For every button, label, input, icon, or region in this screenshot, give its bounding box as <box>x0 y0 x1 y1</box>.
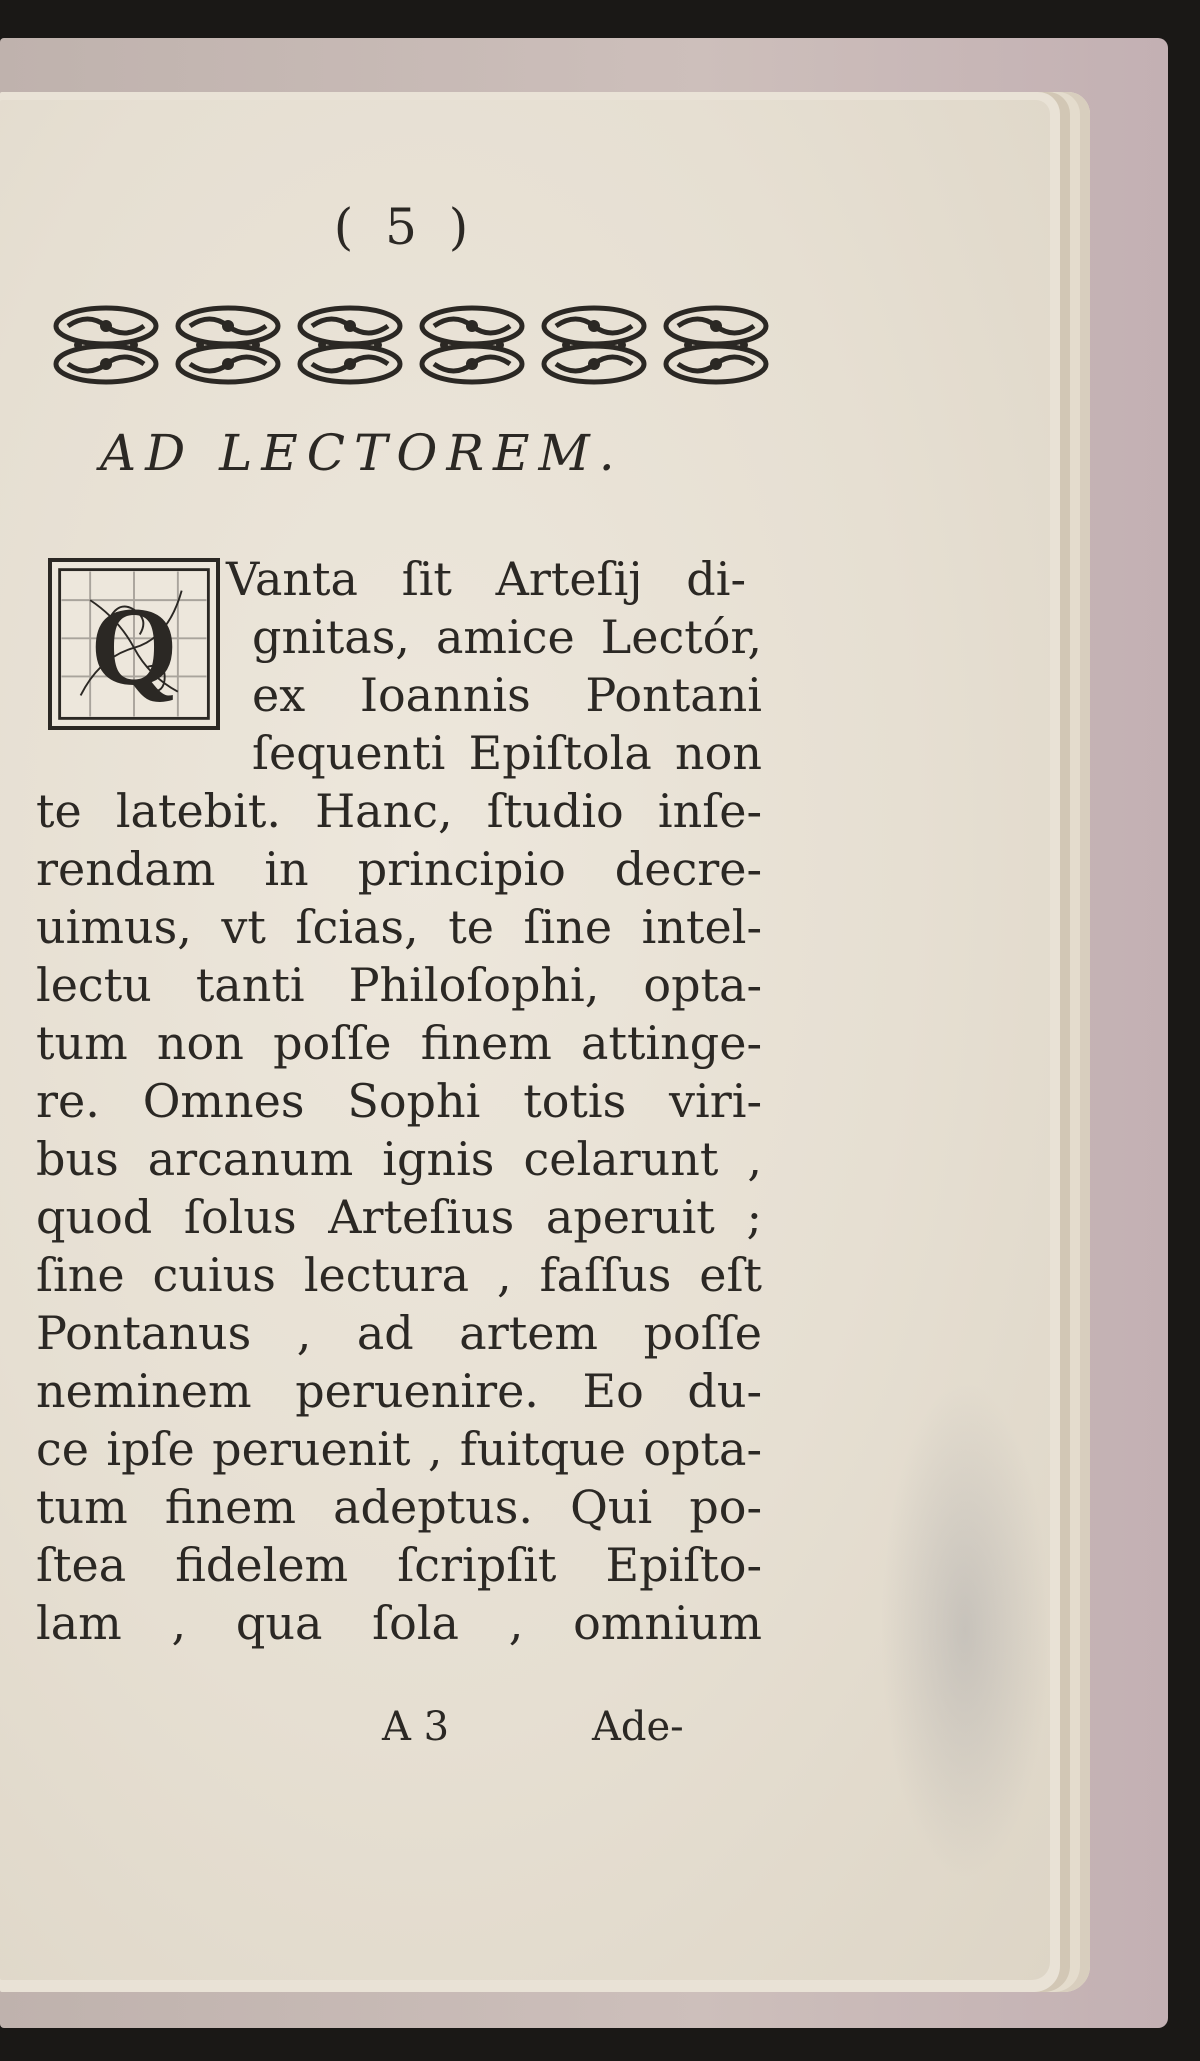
decorated-initial <box>48 558 220 730</box>
floral-initial-icon <box>52 562 216 726</box>
text-line: Pontanus , ad artem poſſe <box>36 1306 762 1360</box>
text-line: ſequenti Epiſtola non <box>252 726 762 780</box>
signature-mark: A 3 <box>382 1704 450 1750</box>
page-number: ( 5 ) <box>333 198 477 256</box>
text-line: tum finem adeptus. Qui po- <box>36 1480 762 1534</box>
text-line: bus arcanum ignis celarunt , <box>36 1132 762 1186</box>
text-line: neminem peruenire. Eo du- <box>36 1364 762 1418</box>
catchword: Ade- <box>592 1704 684 1750</box>
water-stain <box>880 1380 1050 1880</box>
ornament-icon <box>536 300 652 390</box>
text-line: uimus, vt ſcias, te ſine intel- <box>36 900 762 954</box>
ornament-icon <box>292 300 408 390</box>
text-line: Vanta ſit Arteſij di- <box>226 552 746 606</box>
text-line: quod ſolus Arteſius aperuit ; <box>36 1190 762 1244</box>
ornament-icon <box>658 300 774 390</box>
initial-letter: Q <box>90 585 178 710</box>
text-line: ſine cuius lectura , faſſus eſt <box>36 1248 762 1302</box>
text-line: tum non poſſe finem attinge- <box>36 1016 762 1070</box>
text-line: rendam in principio decre- <box>36 842 762 896</box>
ornament-icon <box>48 300 164 390</box>
ornament-icon <box>170 300 286 390</box>
text-line: lam , qua ſola , omnium <box>36 1596 762 1650</box>
text-line: ſtea fidelem ſcripſit Epiſto- <box>36 1538 762 1592</box>
ornament-icon <box>414 300 530 390</box>
text-line: lectu tanti Philoſophi, opta- <box>36 958 762 1012</box>
text-line: te latebit. Hanc, ſtudio inſe- <box>36 784 762 838</box>
text-line: ex Ioannis Pontani <box>252 668 762 722</box>
decorative-ornament-band <box>48 300 774 390</box>
text-line: gnitas, amice Lectór, <box>252 610 762 664</box>
section-heading: AD LECTOREM. <box>100 424 624 482</box>
text-line: re. Omnes Sophi totis viri- <box>36 1074 762 1128</box>
text-line: ce ipſe peruenit , fuitque opta- <box>36 1422 762 1476</box>
